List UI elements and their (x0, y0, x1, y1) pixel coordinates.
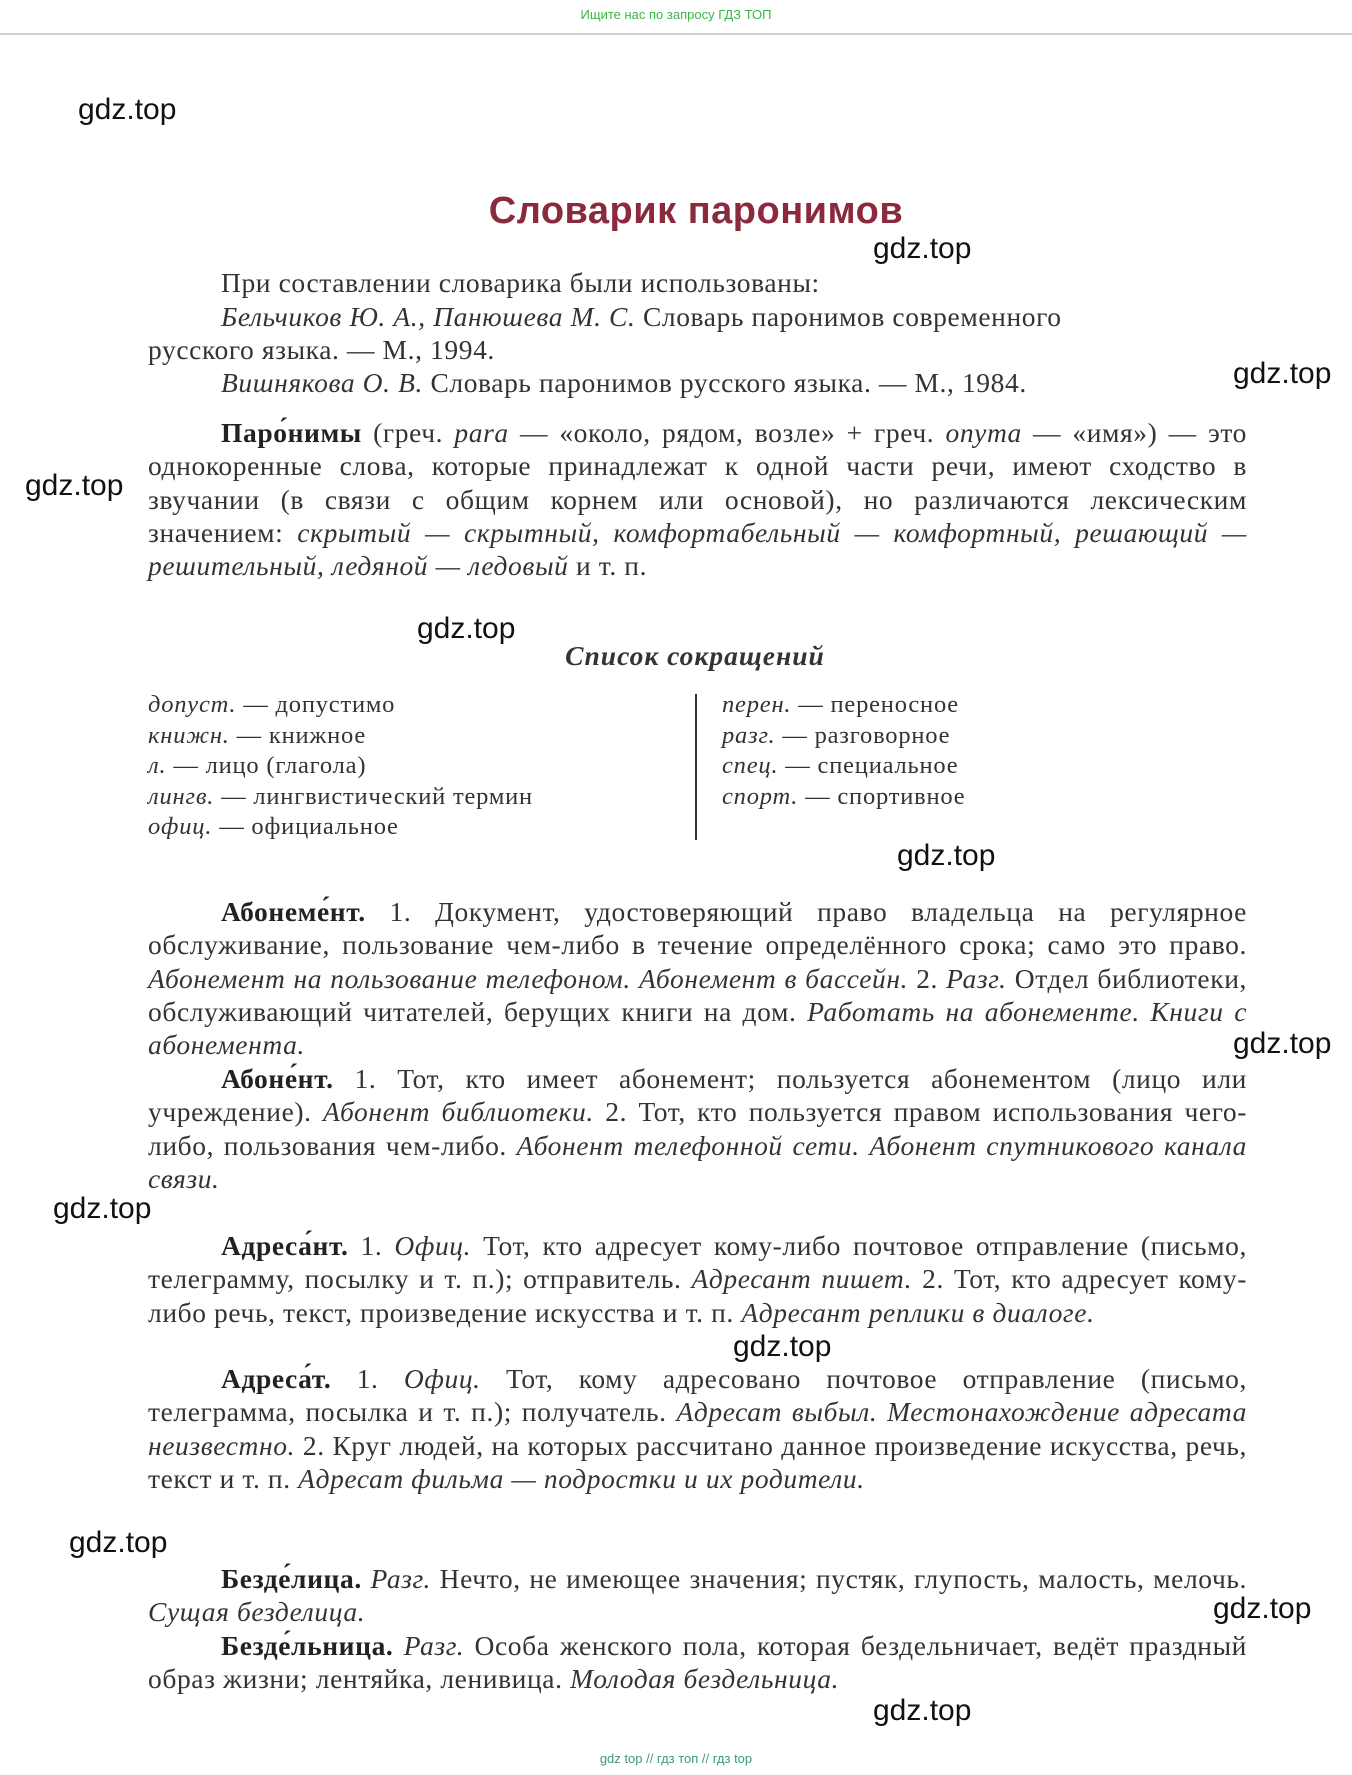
entry-headword: Адреса́нт. (221, 1230, 349, 1261)
abbr-item: перен. — переносное (722, 691, 959, 718)
entry-abonent: Абоне́нт. 1. Тот, кто имеет абонемент; пользуется абонементом (лицо или учреждение). Абонент библиотеки. 2. Тот, кто пользуется правом использования чего-либо, пользования чем-либо. Абонент телефонной сети. Абонент спутникового канала связи. (148, 1063, 1248, 1194)
entry-bezdelnica: Безде́льница. Разг. Особа женского пола, которая бездельничает, ведёт праздный образ жизни; лентяйка, ленивица. Молодая бездельница. (148, 1630, 1247, 1695)
abbr-item: офиц. — официальное (148, 813, 399, 840)
watermark: gdz.top (897, 839, 996, 872)
entry-headword: Адреса́т. (221, 1363, 332, 1394)
watermark: gdz.top (873, 1694, 972, 1727)
watermark: gdz.top (25, 469, 124, 502)
entry-headword: Абоне́нт. (221, 1063, 334, 1094)
abbreviations-left-column (148, 690, 533, 843)
watermark: gdz.top (69, 1526, 168, 1559)
watermark: gdz.top (78, 93, 177, 126)
abbr-item: спец. — специальное (722, 752, 959, 779)
watermark: gdz.top (1233, 1027, 1332, 1060)
footer-links[interactable]: gdz top // гдз топ // гдз top (599, 1751, 753, 1766)
source-1-authors: Бельчиков Ю. А., Панюшева М. С. (221, 301, 636, 332)
source-1-cont: русского языка. — М., 1994. (148, 334, 495, 365)
page-title: Словарик паронимов (488, 190, 904, 232)
watermark: gdz.top (53, 1192, 152, 1225)
entry-bezdelica: Безде́лица. Разг. Нечто, не имеющее значения; пустяк, глупость, малость, мелочь. Сущая безделица. (148, 1563, 1247, 1628)
entry-abonement: Абонеме́нт. 1. Документ, удостоверяющий право владельца на регулярное обслуживание, пользование чем-либо в течение определённого срока; само это право. Абонемент на пользование телефоном. Абонемент в бассейн. 2. Разг. Отдел библиотеки, обслуживающий читателей, берущих книги на дом. Работать на абонементе. Книги с абонемента. (148, 896, 1247, 1061)
top-banner (0, 0, 1352, 35)
entry-adresant: Адреса́нт. 1. Офиц. Тот, кто адресует кому-либо почтовое отправление (письмо, телеграмму, посылку и т. п.); отправитель. Адресант пишет. 2. Тот, кто адресует кому-либо речь, текст, произведение искусства и т. п. Адресант реплики в диалоге. (148, 1230, 1247, 1328)
watermark: gdz.top (1213, 1592, 1312, 1625)
watermark: gdz.top (417, 612, 516, 645)
abbr-item: л. — лицо (глагола) (148, 752, 367, 779)
abbreviations-right-column (722, 690, 965, 812)
entry-adresat: Адреса́т. 1. Офиц. Тот, кому адресовано почтовое отправление (письмо, телеграмма, посылка и т. п.); получатель. Адресат выбыл. Местонахождение адресата неизвестно. 2. Круг людей, на которых рассчитано данное произведение искусства, речь, текст и т. п. Адресат фильма — подростки и их родители. (148, 1363, 1247, 1494)
banner-text: Ищите нас по запросу ГДЗ ТОП (580, 7, 772, 22)
paronyms-definition: Паро́нимы (греч. para — «около, рядом, возле» + греч. onyma — «имя») — это однокоренные слова, которые принадлежат к одной части речи, имеют сходство в звучании (в связи с общим корнем или основой), но различаются лексическим значением: скрытый — скрытный, комфортабельный — комфортный, решающий — решительный, ледяной — ледовый и т. п. (148, 417, 1248, 582)
sources-intro: При составлении словарика были использованы: (221, 267, 820, 298)
abbr-item: спорт. — спортивное (722, 782, 966, 810)
abbr-item: лингв. — лингвистический термин (148, 782, 533, 810)
abbr-item: разг. — разговорное (722, 721, 951, 749)
definition-term: Паро́нимы (221, 417, 362, 448)
entry-headword: Безде́льница. (221, 1630, 394, 1661)
abbr-item: книжн. — книжное (148, 721, 367, 749)
watermark: gdz.top (873, 232, 972, 265)
watermark: gdz.top (733, 1330, 832, 1363)
abbr-item: допуст. — допустимо (148, 691, 396, 718)
source-2: Вишнякова О. В. Словарь паронимов русского языка. — М., 1984. (221, 367, 1027, 398)
abbreviations-title: Список сокращений (565, 640, 825, 671)
watermark: gdz.top (1233, 357, 1332, 390)
entry-headword: Безде́лица. (221, 1563, 362, 1594)
column-divider (695, 694, 697, 840)
source-1: Бельчиков Ю. А., Панюшева М. С. Словарь паронимов современного (221, 301, 1062, 332)
entry-headword: Абонеме́нт. (221, 896, 366, 927)
